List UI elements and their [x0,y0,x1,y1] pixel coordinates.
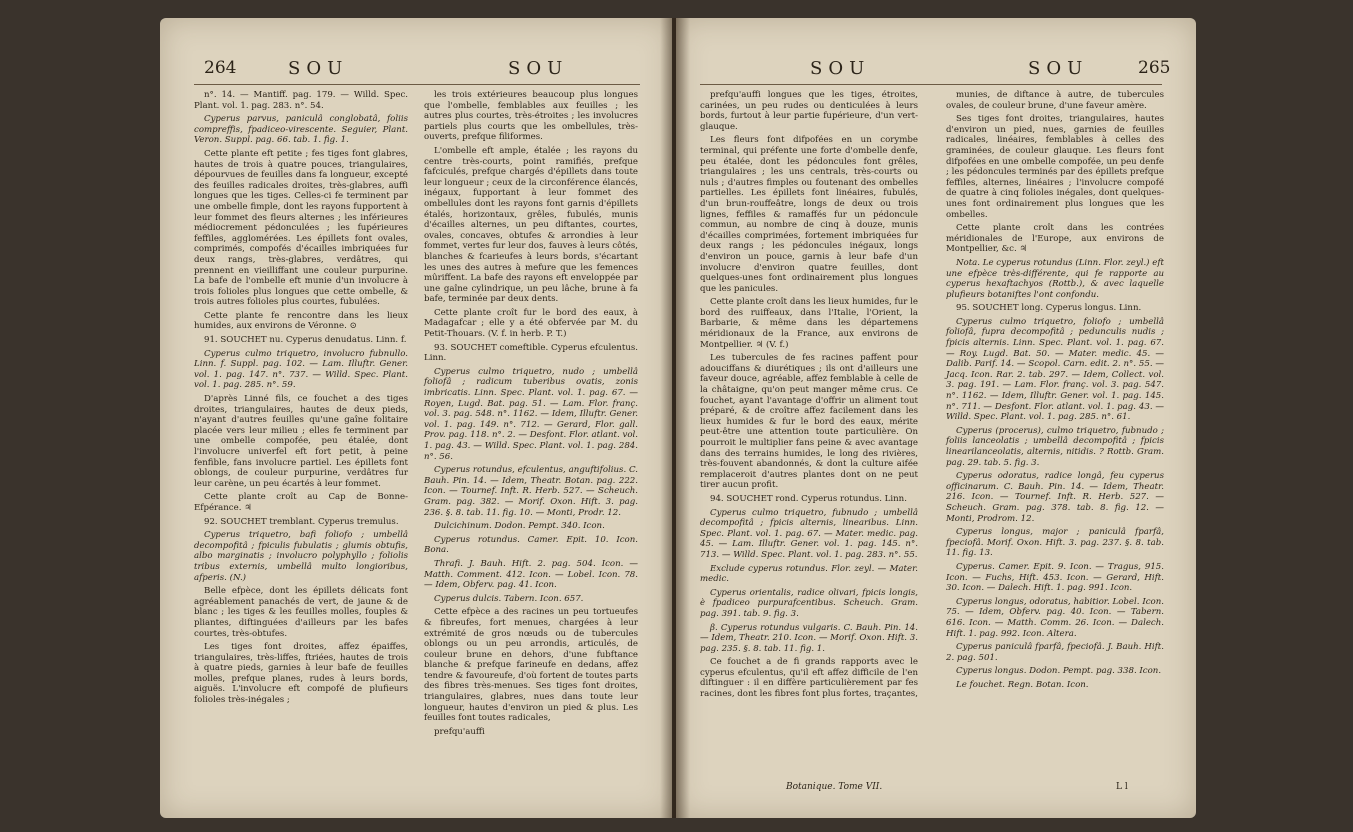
paragraph: Cyperus culmo triquetro, foliofo ; umbellâ foliofâ, fupra decompofitâ ; pedunculis nudis ; fpicis alternis. Linn. Spec. Plant. vol. 1. pag. 67. — Roy. Lugd. Bat. 50. — Mater. medic. 45. — Dalib. Parif. 14. — Scopol. Carn. edit. 2. n°. 55. — Jacq. Icon. Rar. 2. tab. 297. — Idem, Collect. vol. 3. pag. 191. — Lam. Flor. franç. vol. 3. pag. 547. n°. 1162. — Idem, Illuftr. Gener. vol. 1. pag. 145. n°. 711. — Desfont. Flor. atlant. vol. 1. pag. 43. — Willd. Spec. Plant. vol. 1. pag. 285. n°. 61. [946,316,1164,423]
left-page-column-2 [424,90,638,740]
paragraph: Cyperus culmo triquetro, fubnudo ; umbellâ decompofitâ ; fpicis alternis, linearibus. Linn. Spec. Plant. vol. 1. pag. 67. — Mater. medic. pag. 45. — Lam. Illuftr. Gener. vol. 1. pag. 145. n°. 713. — Willd. Spec. Plant. vol. 1. pag. 283. n°. 55. [700,507,918,560]
paragraph: Cyperus culmo triquetro, involucro fubnullo. Linn. f. Suppl. pag. 102. — Lam. Illuftr. Gener. vol. 1. pag. 147. n°. 737. — Willd. Spec. Plant. vol. 1. pag. 285. n°. 59. [194,348,408,391]
paragraph: Cyperus triquetro, bafi foliofo ; umbellâ decompofitâ ; fpiculis fubulatis ; glumis obtufis, albo marginatis ; involucro polyphyllo ; foliolis tribus externis, umbellâ multo longioribus, afperis. (N.) [194,530,408,583]
volume-footer: Botanique. Tome VII. [786,782,883,792]
paragraph: Cyperus dulcis. Tabern. Icon. 657. [434,593,584,604]
paragraph: Les fleurs font difpofées en un corymbe terminal, qui préfente une forte d'ombelle denfe, peu étalée, dont les pédoncules font grêles, triangulaires ; les uns centrals, très-courts ou nuls ; d'autres fimples ou foutenant des ombelles partielles. Les épillets font linéaires, fubulés, d'un brun-rouffeâtre, longs de deux ou trois lignes, feffiles & ramaffés fur un pédoncule commun, au nombre de cinq à douze, munis d'écailles comprimées, fortement imbriquées fur deux rangs ; les pédoncules inégaux, longs d'environ un pouce, garnis à leur bafe d'un involucre d'environ quatre feuilles, dont quelques-unes font ordinairement plus longues que les panicules. [700,135,918,294]
paragraph: L'ombelle eft ample, étalée ; les rayons du centre très-courts, point ramifiés, prefque fafciculés, prefque chargés d'épillets dans toute leur longueur ; ceux de la circonférence élancés, inégaux, fupportant à leur fommet des ombellules dont les rayons font garnis d'épillets étalés, horizontaux, grêles, fubulés, munis d'écailles alternes, un peu diftantes, courtes, ovales, concaves, obtufes & arrondies à leur fommet, vertes fur leur dos, fauves à leurs côtés, blanches & fcarieufes à leurs bords, s'écartant les unes des autres à mefure que les femences mûriffent. La bafe des rayons eft enveloppée par une gaîne cylindrique, un peu lâche, brune à fa bafe, terminée par deux dents. [424,145,638,305]
paragraph: Les tubercules de fes racines paffent pour adouciffans & diurétiques ; ils ont d'ailleurs une faveur douce, agréable, affez femblable à celle de la châtaigne, qu'on peut manger même crus. Ce fouchet, ayant l'avantage d'offrir un aliment tout préparé, & de croître affez facilement dans les lieux humides & fur le bord des eaux, mérite peut-être une attention toute particulière. On pourroit le multiplier fans peine & avec avantage dans des terrains humides, le long des rivières, très-fouvent abandonnés, & dont la culture aifée remplaceroit d'autres plantes dont on ne peut tirer aucun profit. [700,353,918,491]
paragraph: Cyperus culmo triquetro, nudo ; umbellâ foliofâ ; radicum tuberibus ovatis, zonis imbricatis. Linn. Spec. Plant. vol. 1. pag. 67. — Royen, Lugd. Bat. pag. 51. — Lam. Flor. franç. vol. 3. pag. 548. n°. 1162. — Idem, Illuftr. Gener. vol. 1. pag. 149. n°. 712. — Gerard, Flor. gall. Prov. pag. 118. n°. 2. — Desfont. Flor. atlant. vol. 1. pag. 43. — Willd. Spec. Plant. vol. 1. pag. 284. n°. 56. [424,366,638,462]
paragraph: Ses tiges font droites, triangulaires, hautes d'environ un pied, nues, garnies de feuilles radicales, linéaires, femblables à celles des graminées, de couleur glauque. Les fleurs font difpofées en une ombelle compofée, un peu denfe ; les pédoncules terminés par des épillets prefque feffiles, alternes, linéaires ; l'involucre compofé de quatre à cinq folioles inégales, dont quelques-unes font ordinairement plus longues que les ombelles. [946,114,1164,220]
paragraph: Cette plante croît fur le bord des eaux, à Madagafcar ; elle y a été obfervée par M. du Petit-Thouars. (V. f. in herb. P. T.) [424,307,638,340]
paragraph: Thrafi. J. Bauh. Hift. 2. pag. 504. Icon. — Matth. Comment. 412. Icon. — Lobel. Icon. 78. — Idem, Obferv. pag. 41. Icon. [424,558,638,591]
right-page-column-1 [700,90,918,703]
page-number-left: 264 [204,58,237,78]
paragraph: 95. SOUCHET long. Cyperus longus. Linn. [956,303,1142,314]
paragraph: Cette plante fe rencontre dans les lieux humides, aux environs de Véronne. ⊙ [194,310,408,332]
paragraph: Cyperus parvus, paniculâ conglobatâ, foliis compreffis, fpadiceo-virescente. Seguier, Plant. Veron. Suppl. pag. 66. tab. 1. fig. 1. [194,114,408,146]
paragraph: Cette plante croît dans les lieux humides, fur le bord des ruiffeaux, dans l'Italie, l'Orient, la Barbarie, & même dans les départemens méridionaux de la France, aux environs de Montpellier. ♃ (V. f.) [700,297,918,350]
paragraph: n°. 14. — Mantiff. pag. 179. — Willd. Spec. Plant. vol. 1. pag. 283. n°. 54. [194,90,408,111]
paragraph: Nota. Le cyperus rotundus (Linn. Flor. zeyl.) eft une efpèce très-différente, qui fe rapporte au cyperus hexaftachyos (Rottb.), & avec laquelle plufieurs botaniftes l'ont confondu. [946,257,1164,300]
paragraph: Cyperus (procerus), culmo triquetro, fubnudo ; foliis lanceolatis ; umbellâ decompofitâ ; fpicis linearilanceolatis, alternis, nitidis. ? Rottb. Gram. pag. 29. tab. 5. fig. 3. [946,425,1164,468]
paragraph: Cette plante croît dans les contrées méridionales de l'Europe, aux environs de Montpellier, &c. ♃ [946,223,1164,255]
paragraph: Le fouchet. Regn. Botan. Icon. [956,679,1089,690]
paragraph: 93. SOUCHET comeftible. Cyperus efculentus. Linn. [424,342,638,364]
paragraph: Cette plante eft petite ; fes tiges font glabres, hautes de trois à quatre pouces, triangulaires, dépourvues de feuilles dans fa longueur, excepté des feuilles radicales droites, très-glabres, auffi longues que les tiges. Celles-ci fe terminent par une ombelle fimple, dont les rayons fupportent à leur fommet des fleurs alternes ; les inférieures médiocrement pédonculées ; les fupérieures feffiles, agglomérées. Les épillets font ovales, comprimés, compofés d'écailles imbriquées fur deux rangs, très-glabres, verdâtres, qui prennent en vieilliffant une couleur purpurine. La bafe de l'ombelle eft munie d'un involucre à trois folioles plus longues que cette ombelle, & trois autres folioles plus courtes, fubulées. [194,148,408,308]
paragraph: Exclude cyperus rotundus. Flor. zeyl. — Mater. medic. [700,563,918,585]
paragraph: Ce fouchet a de fi grands rapports avec le cyperus efculentus, qu'il eft affez difficile de l'en diftinguer : il en diffère particulièrement par fes racines, dont les fibres font plus fortes, traçantes, [700,657,918,700]
paragraph: Dulcichinum. Dodon. Pempt. 340. Icon. [434,521,605,532]
paragraph: Cyperus rotundus. Camer. Epit. 10. Icon. Bona. [424,534,638,556]
paragraph: Cyperus paniculâ fparfâ, fpeciofâ. J. Bauh. Hift. 2. pag. 501. [946,642,1164,663]
paragraph: 91. SOUCHET nu. Cyperus denudatus. Linn. f. [204,335,407,346]
running-header-left-col2: SOU [508,58,569,79]
right-page [676,18,1196,818]
paragraph: Cette efpèce a des racines un peu tortueufes & fibreufes, fort menues, chargées à leur extrémité de gros nœuds ou de tubercules oblongs ou un peu arrondis, articulés, de couleur brune en dehors, d'une fubftance blanche & prefque farineufe en dedans, affez tendre & favoureufe, d'où fortent de toutes parts des fibres très-menues. Ses tiges font droites, triangulaires, glabres, nues dans toute leur longueur, hautes d'environ un pied & plus. Les feuilles font toutes radicales, [424,607,638,724]
signature-mark: L l [1116,782,1128,792]
paragraph: Cyperus longus, odoratus, habitior. Lobel. Icon. 75. — Idem, Obferv. pag. 40. Icon. — Tabern. 616. Icon. — Matth. Comm. 26. Icon. — Dalech. Hift. 1. pag. 992. Icon. Altera. [946,596,1164,639]
page-number-right: 265 [1138,58,1171,78]
left-page [160,18,672,818]
paragraph: 92. SOUCHET tremblant. Cyperus tremulus. [204,516,399,527]
paragraph: munies, de diftance à autre, de tubercules ovales, de couleur brune, d'une faveur amère. [946,90,1164,111]
book-gutter [660,18,690,818]
paragraph: Cyperus longus. Dodon. Pempt. pag. 338. Icon. [956,666,1162,677]
paragraph: 94. SOUCHET rond. Cyperus rotundus. Linn. [710,493,907,504]
paragraph: Cette plante croît au Cap de Bonne-Efpérance. ♃ [194,492,408,513]
paragraph: Cyperus orientalis, radice olivari, fpicis longis, è fpadiceo purpurafcentibus. Scheuch. Gram. pag. 391. tab. 9. fig. 3. [700,587,918,619]
paragraph: les trois extérieures beaucoup plus longues que l'ombelle, femblables aux feuilles ; les autres plus courtes, très-étroites ; les involucres partiels plus courts que les ombellules, très-ouverts, prefque filiformes. [424,90,638,143]
paragraph: β. Cyperus rotundus vulgaris. C. Bauh. Pin. 14. — Idem, Theatr. 210. Icon. — Morif. Oxon. Hift. 3. pag. 235. §. 8. tab. 11. fig. 1. [700,622,918,654]
paragraph: Cyperus rotundus, efculentus, anguftifolius. C. Bauh. Pin. 14. — Idem, Theatr. Botan. pag. 222. Icon. — Tournef. Inft. R. Herb. 527. — Scheuch. Gram. pag. 382. — Morif. Oxon. Hift. 3. pag. 236. §. 8. tab. 11. fig. 10. — Monti, Prodr. 12. [424,465,638,518]
paragraph: Cyperus odoratus, radice longâ, feu cyperus officinarum. C. Bauh. Pin. 14. — Idem, Theatr. 216. Icon. — Tournef. Inft. R. Herb. 527. — Scheuch. Gram. pag. 378. tab. 8. fig. 12. — Monti, Prodrom. 12. [946,471,1164,524]
paragraph: prefqu'auffi longues que les tiges, étroites, carinées, un peu rudes ou denticulées à leurs bords, furtout à leur partie fupérieure, d'un vert-glauque. [700,90,918,132]
running-header-right-col2: SOU [1028,58,1089,79]
paragraph: Les tiges font droites, affez épaiffes, triangulaires, très-liffes, ftriées, hautes de trois à quatre pieds, garnies à leur bafe de feuilles molles, prefque planes, rudes à leurs bords, aiguës. L'involucre eft compofé de plufieurs folioles très-inégales ; [194,642,408,706]
paragraph: Cyperus longus, major ; paniculâ fparfâ, fpeciofâ. Morif. Oxon. Hift. 3. pag. 237. §. 8. tab. 11. fig. 13. [946,527,1164,559]
left-page-column-1 [194,90,408,709]
right-page-column-2 [946,90,1164,693]
running-header-left-col1: SOU [288,58,349,79]
paragraph: D'après Linné fils, ce fouchet a des tiges droites, triangulaires, hautes de deux pieds, n'ayant d'autres feuilles qu'une gaîne folitaire placée vers leur milieu ; elles fe terminent par une ombelle compofée, peu étalée, dont l'involucre univerfel eft fort petit, à peine fenfible, fans involucre partiel. Les épillets font oblongs, de couleur purpurine, verdâtres fur leur carène, un peu écartés à leur fommet. [194,394,408,489]
paragraph: Cyperus. Camer. Epit. 9. Icon. — Tragus, 915. Icon. — Fuchs, Hift. 453. Icon. — Gerard, Hift. 30. Icon. — Dalech. Hift. 1. pag. 991. Icon. [946,561,1164,594]
header-rule-right [700,84,1162,85]
paragraph: Belle efpèce, dont les épillets délicats font agréablement panachés de vert, de jaune & de blanc ; les tiges & les feuilles molles, fouples & pliantes, diftinguées d'ailleurs par les bafes courtes, très-obtufes. [194,586,408,639]
header-rule-left [194,84,640,85]
paragraph: prefqu'auffi [434,726,485,737]
running-header-right-col1: SOU [810,58,871,79]
